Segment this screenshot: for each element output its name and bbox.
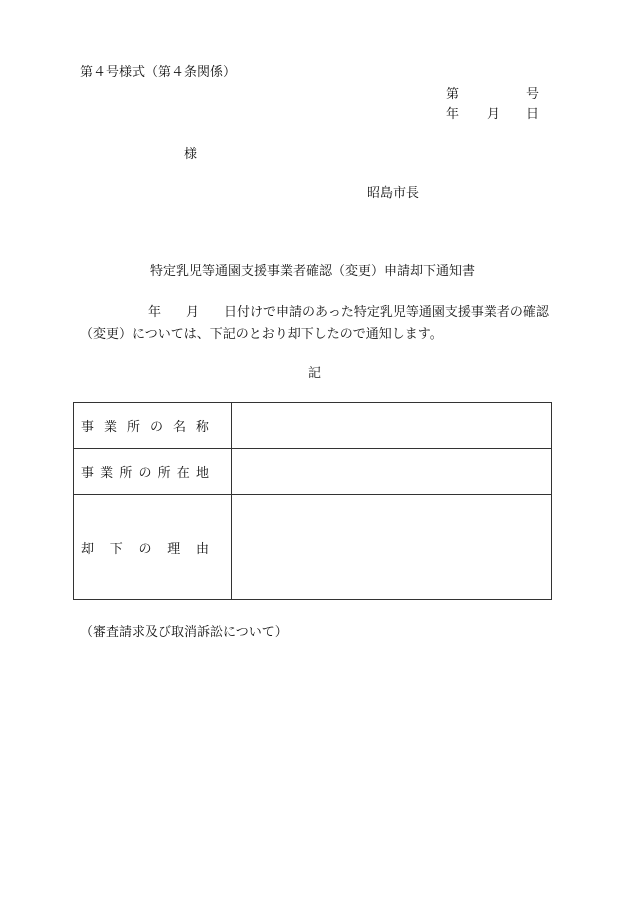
label-char: 名 [172,420,186,435]
label-rejection-reason [74,495,232,600]
body-line-2: （変更）については、下記のとおり却下したので通知します。 [80,327,443,342]
label-char: の [138,466,152,481]
table-row-business-name [74,403,552,449]
label-business-name [74,403,232,449]
number-label: 第 [446,87,460,102]
label-char: の [138,541,152,557]
label-char: 事 [81,466,95,481]
date-day-label: 日 [526,107,540,122]
label-char: 所 [126,420,140,435]
label-char: 下 [109,541,123,557]
label-char: の [149,420,163,435]
label-char: 在 [176,466,190,481]
label-char: 地 [195,466,209,481]
label-char: 所 [157,466,171,481]
body-year-label: 年 [148,305,162,320]
label-char: 所 [119,466,133,481]
sender-name: 昭島市長 [367,186,420,201]
date-year-label: 年 [446,107,460,122]
appeal-note: （審査請求及び取消訴訟について） [80,625,288,640]
value-rejection-reason[interactable] [232,495,552,600]
number-suffix: 号 [526,87,540,102]
label-char: 業 [103,420,117,435]
table-row-rejection-reason [74,495,552,600]
value-business-name[interactable] [232,403,552,449]
label-char: 由 [195,541,209,557]
recipient-honorific: 様 [184,147,198,162]
form-id: 第４号様式（第４条関係） [80,65,237,80]
label-char: 却 [81,541,95,557]
label-char: 業 [100,466,114,481]
ki-heading: 記 [308,366,322,381]
document-title: 特定乳児等通園支援事業者確認（変更）申請却下通知書 [150,264,476,279]
body-month-label: 月 [186,305,200,320]
label-char: 理 [167,541,181,557]
table-row-business-address [74,449,552,495]
value-business-address[interactable] [232,449,552,495]
label-char: 事 [81,420,95,435]
details-table [73,402,552,600]
label-business-address [74,449,232,495]
date-month-label: 月 [487,107,501,122]
label-char: 称 [195,420,209,435]
body-line-1-text: 日付けで申請のあった特定乳児等通園支援事業者の確認 [224,305,549,320]
